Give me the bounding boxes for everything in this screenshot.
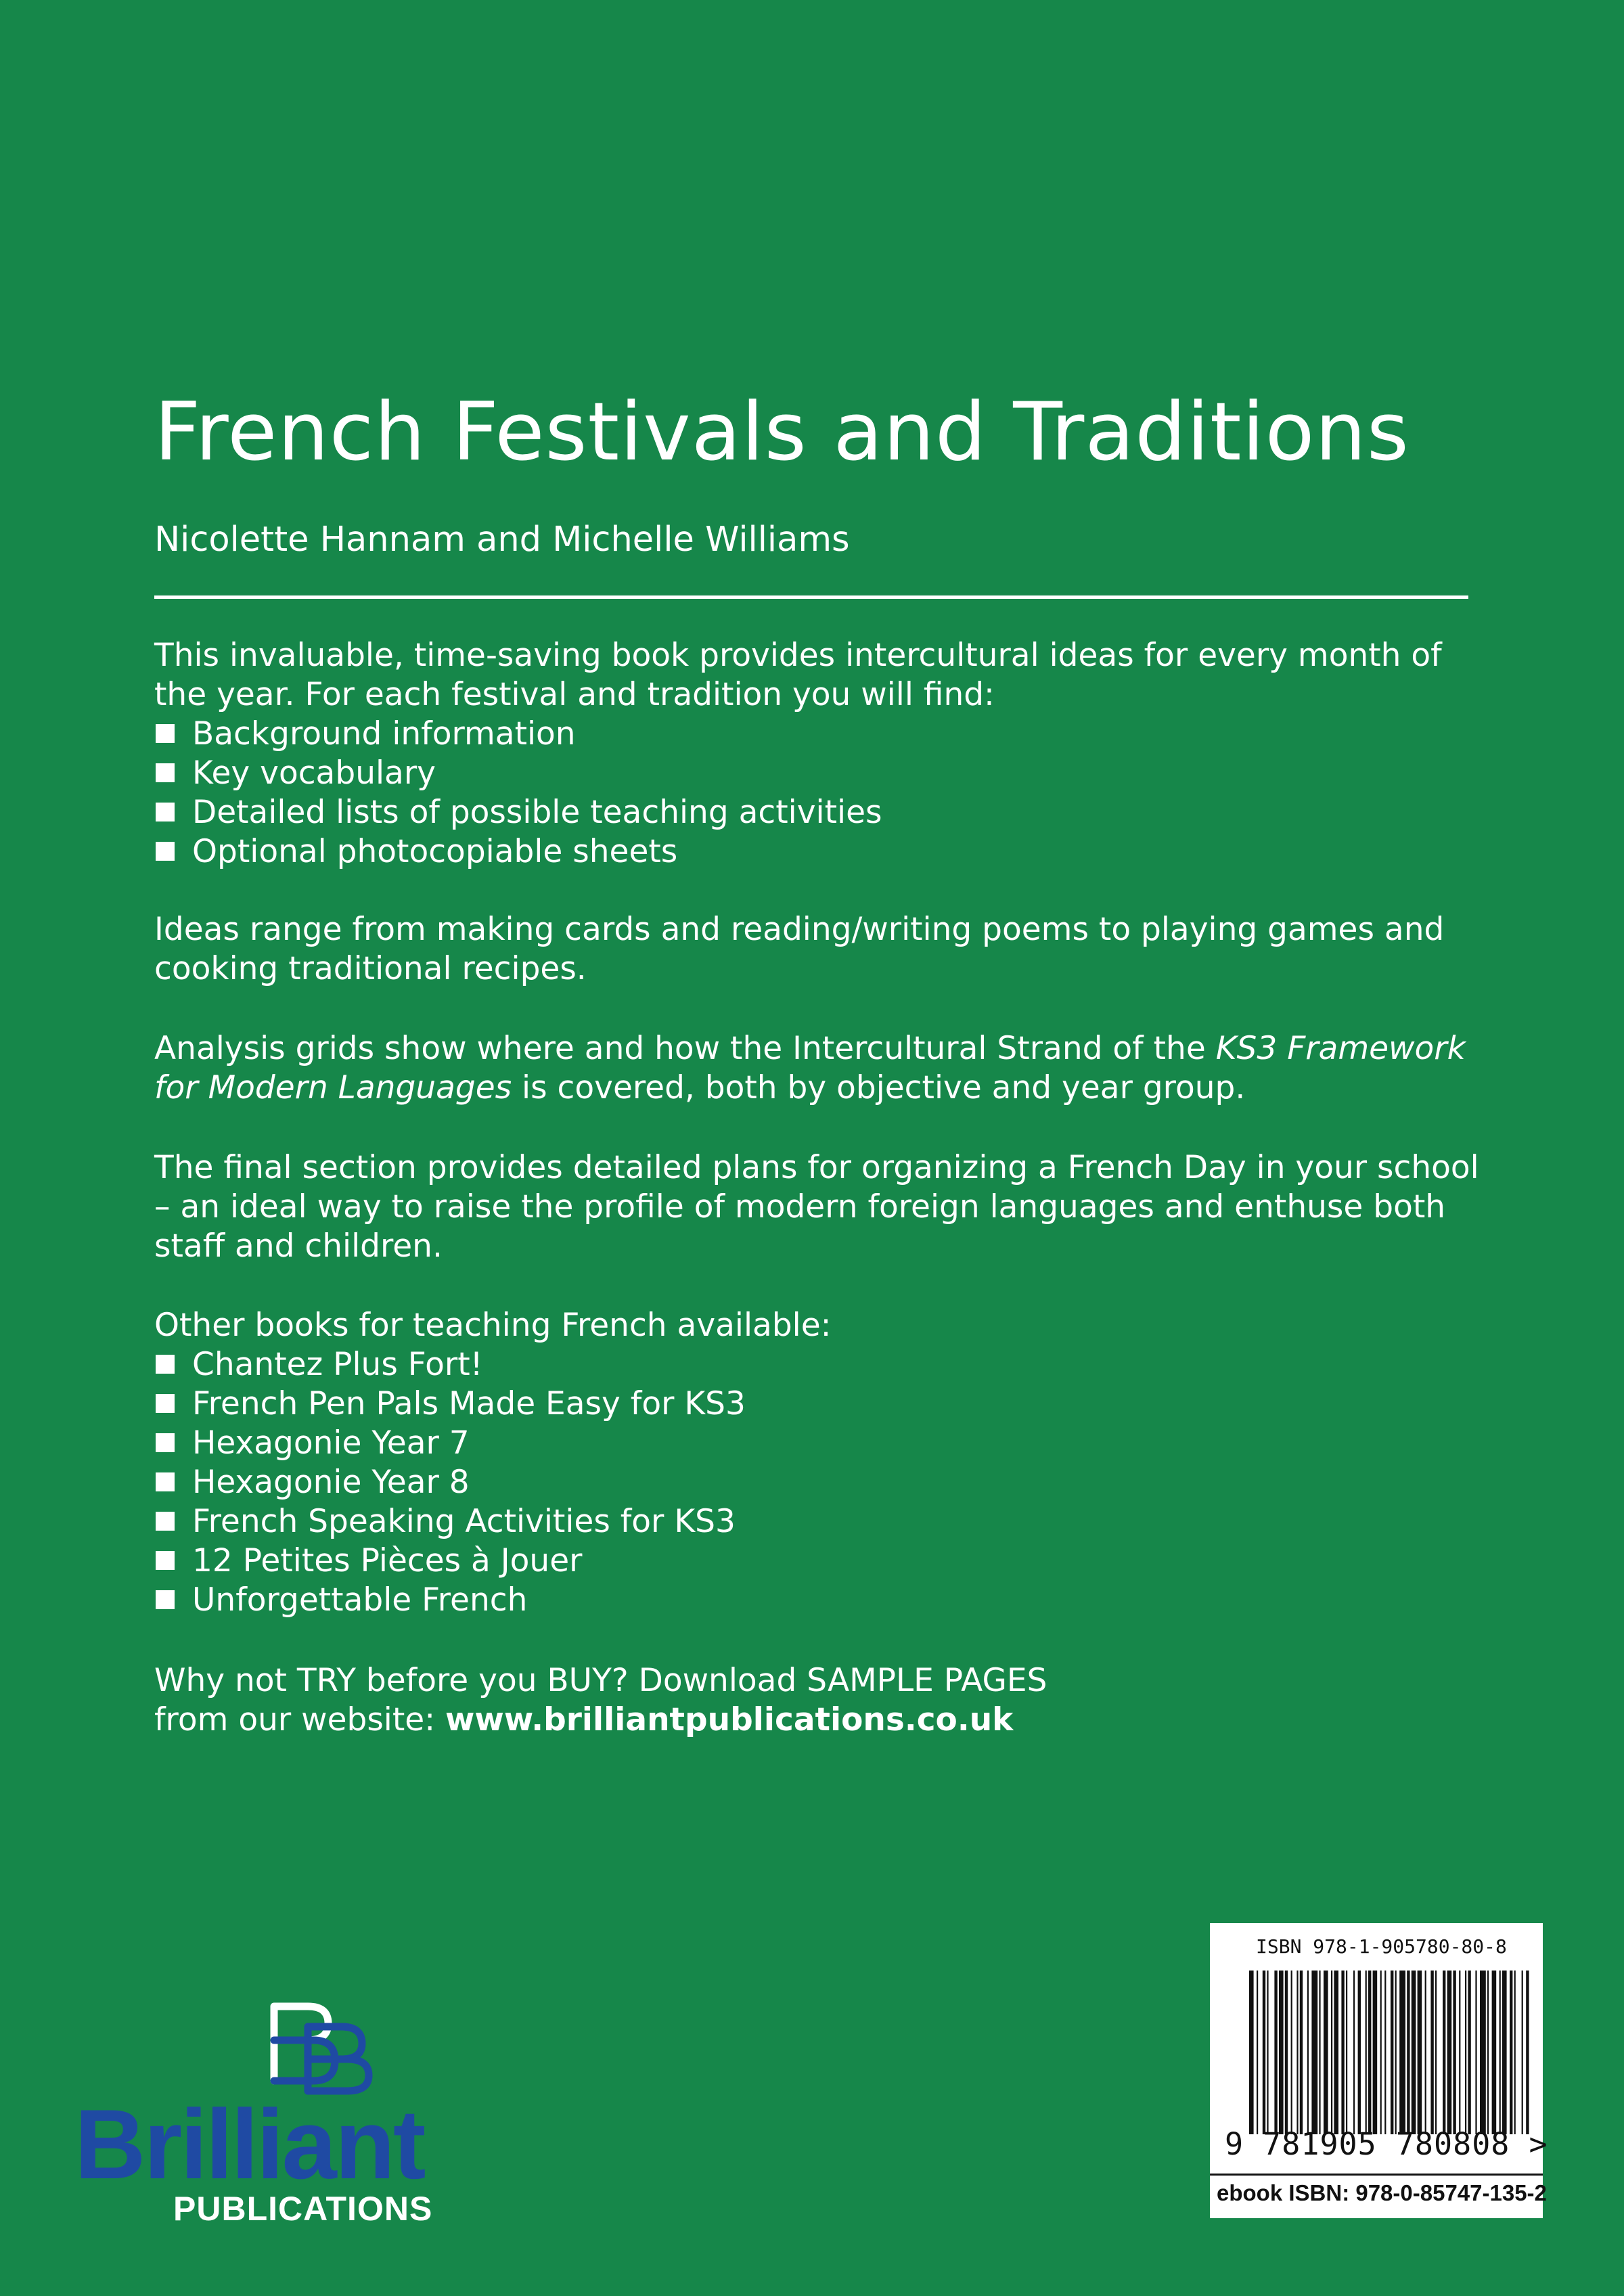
intro-section: [154, 636, 1481, 872]
website-link[interactable]: www.brilliantpublications.co.uk: [445, 1701, 1014, 1738]
square-bullet-icon: [156, 1472, 175, 1491]
square-bullet-icon: [156, 763, 175, 782]
ebook-isbn: ebook ISBN: 978-0-85747-135-2: [1217, 2180, 1547, 2205]
framework-title: KS3 Framework for Modern Languages: [154, 1030, 1466, 1106]
square-bullet-icon: [156, 803, 175, 821]
feature-list-item: Optional photocopiable sheets: [154, 832, 1481, 872]
title-divider: [154, 595, 1468, 599]
isbn-digits: 9 781905 780808 >: [1225, 2126, 1548, 2162]
book-authors: Nicolette Hannam and Michelle Williams: [154, 520, 850, 560]
final-section-paragraph: The final section provides detailed plans for organizing a French Day in your school – an ideal way to raise the profile of modern foreign languages and enthuse both staff and children.: [154, 1149, 1479, 1265]
barcode-icon: [1249, 1971, 1533, 2134]
other-book-item: Hexagonie Year 8: [154, 1463, 1481, 1502]
intro-paragraph: This invaluable, time-saving book provides intercultural ideas for every month of the year. For each festival and tradition you will find:: [154, 637, 1442, 713]
square-bullet-icon: [156, 1394, 175, 1413]
square-bullet-icon: [156, 1433, 175, 1452]
other-book-item: Unforgettable French: [154, 1581, 1481, 1620]
book-title: French Festivals and Traditions: [154, 386, 1409, 479]
publisher-subtitle: PUBLICATIONS: [173, 2190, 433, 2228]
other-book-item: French Speaking Activities for KS3: [154, 1502, 1481, 1541]
other-books-section: [154, 1306, 1481, 1620]
other-books-heading: Other books for teaching French available:: [154, 1307, 832, 1344]
feature-list: [154, 715, 1481, 872]
other-book-item: 12 Petites Pièces à Jouer: [154, 1541, 1481, 1581]
isbn-barcode-box: [1210, 1923, 1548, 2218]
feature-list-item: Background information: [154, 715, 1481, 754]
barcode-divider: [1210, 2174, 1543, 2176]
other-book-item: Hexagonie Year 7: [154, 1424, 1481, 1463]
other-book-item: Chantez Plus Fort!: [154, 1345, 1481, 1385]
square-bullet-icon: [156, 1355, 175, 1374]
ideas-paragraph: Ideas range from making cards and reading/writing poems to playing games and cooking traditional recipes.: [154, 911, 1445, 987]
square-bullet-icon: [156, 842, 175, 861]
feature-list-item: Detailed lists of possible teaching activities: [154, 793, 1481, 832]
publisher-logo: [74, 1986, 433, 2250]
square-bullet-icon: [156, 1551, 175, 1570]
other-books-list: [154, 1345, 1481, 1620]
square-bullet-icon: [156, 1512, 175, 1531]
isbn-label: ISBN 978-1-905780-80-8: [1256, 1935, 1507, 1958]
feature-list-item: Key vocabulary: [154, 754, 1481, 793]
analysis-paragraph: Analysis grids show where and how the Intercultural Strand of the KS3 Framework for Modern Languages is covered, both by objective and year group.: [154, 1030, 1466, 1106]
other-book-item: French Pen Pals Made Easy for KS3: [154, 1385, 1481, 1424]
square-bullet-icon: [156, 724, 175, 743]
publisher-name: Brilliant: [74, 2089, 424, 2199]
try-before-buy: Why not TRY before you BUY? Download SAMPLE PAGES from our website: www.brilliantpublications.co.uk: [154, 1662, 1047, 1738]
square-bullet-icon: [156, 1590, 175, 1609]
